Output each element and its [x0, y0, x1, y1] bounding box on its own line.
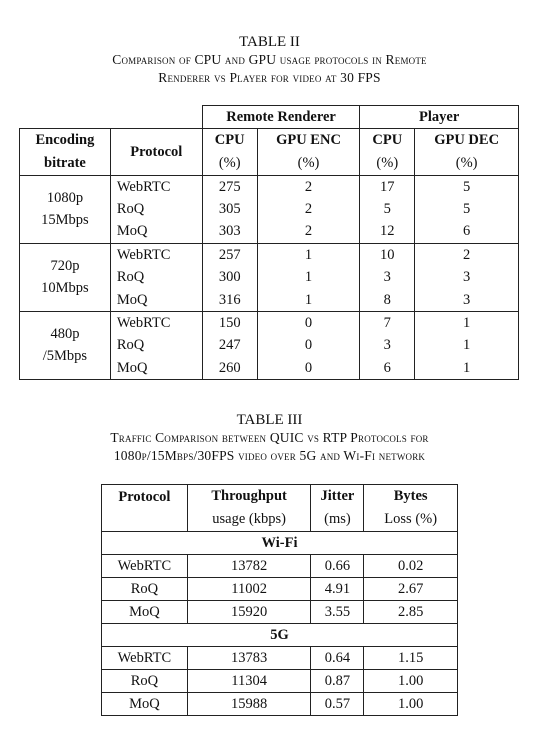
table2-rr-gpu-enc-cell: 0: [257, 311, 360, 334]
table2-protocol-cell: MoQ: [110, 220, 202, 243]
table2-header-protocol: Protocol: [110, 129, 202, 176]
table2-encoding-cell: [20, 175, 111, 243]
table3-throughput-cell: 11304: [187, 669, 311, 692]
table3-jitter-cell: 3.55: [311, 600, 364, 623]
table2-group-remote: Remote Renderer: [202, 106, 360, 129]
table2-body: [20, 175, 519, 379]
table2-rr-gpu-enc-cell: 1: [257, 243, 360, 266]
table2-protocol-cell: WebRTC: [110, 243, 202, 266]
table2-protocol-cell: MoQ: [110, 357, 202, 380]
table3-jitter-cell: 0.64: [311, 646, 364, 669]
table3-bytes-loss-cell: 1.00: [364, 669, 458, 692]
table2-rr-gpu-enc-cell: 1: [257, 288, 360, 311]
table2-rr-cpu-cell: 247: [202, 334, 257, 357]
table-row: [102, 577, 458, 600]
table2-pl-gpu-dec-cell: 6: [415, 220, 519, 243]
table3-section-header: 5G: [102, 623, 458, 646]
table3-section-row: [102, 531, 458, 554]
table3-header-jitter-unit: (ms): [311, 507, 364, 531]
table2-rr-cpu-cell: 150: [202, 311, 257, 334]
table3-throughput-cell: 15988: [187, 692, 311, 715]
table2-header-rr-gpu-enc: GPU ENC: [257, 129, 360, 152]
table2-encoding-bitrate: 10Mbps: [41, 280, 89, 297]
table3-title-line1: Traffic Comparison between QUIC vs RTP Protocols for: [110, 430, 429, 445]
table3-throughput-cell: 11002: [187, 577, 311, 600]
table2-rr-cpu-cell: 305: [202, 198, 257, 221]
table2-rr-gpu-enc-cell: 2: [257, 220, 360, 243]
table2-pl-gpu-dec-cell: 1: [415, 357, 519, 380]
table2-pl-cpu-cell: 8: [360, 288, 415, 311]
table3-jitter-cell: 0.87: [311, 669, 364, 692]
table2-header-pl-cpu: CPU: [360, 129, 415, 152]
table2-pl-gpu-dec-cell: 2: [415, 243, 519, 266]
table3-header-throughput-unit: usage (kbps): [187, 507, 311, 531]
table2-rr-gpu-enc-cell: 0: [257, 357, 360, 380]
table3-jitter-cell: 0.66: [311, 554, 364, 577]
table3-title-line2: 1080p/15Mbps/30FPS video over 5G and Wi-Fi network: [113, 448, 426, 463]
table2-empty-corner: [20, 106, 111, 129]
table3-header-jitter: Jitter: [311, 485, 364, 508]
table2-empty-corner: [110, 106, 202, 129]
table3-bytes-loss-cell: 2.85: [364, 600, 458, 623]
table2-pl-cpu-cell: 17: [360, 175, 415, 198]
table2-rr-cpu-cell: 275: [202, 175, 257, 198]
table3-bytes-loss-cell: 1.00: [364, 692, 458, 715]
table2-header-pl-gpu-dec: GPU DEC: [415, 129, 519, 152]
table2-encoding-cell: [20, 243, 111, 311]
table2-encoding-resolution: 1080p: [46, 190, 84, 207]
table-row: [20, 311, 519, 334]
table3-bytes-loss-cell: 2.67: [364, 577, 458, 600]
table2-pl-gpu-dec-cell: 1: [415, 311, 519, 334]
table3-throughput-cell: 15920: [187, 600, 311, 623]
table2-label: TABLE II: [239, 34, 300, 50]
table2-pl-cpu-cell: 12: [360, 220, 415, 243]
table-row: [102, 692, 458, 715]
table2-encoding-resolution: 480p: [50, 326, 80, 343]
table3-section-header: Wi-Fi: [102, 531, 458, 554]
table3-protocol-cell: MoQ: [102, 600, 188, 623]
table2-rr-gpu-enc-cell: 2: [257, 198, 360, 221]
table2-header-unit: (%): [257, 151, 360, 175]
table-row: [102, 600, 458, 623]
table2-protocol-cell: RoQ: [110, 334, 202, 357]
table-row: [102, 669, 458, 692]
table3-section-row: [102, 623, 458, 646]
table3-protocol-cell: RoQ: [102, 669, 188, 692]
table3-header-bytes-unit: Loss (%): [364, 507, 458, 531]
table2-encoding-bitrate: 15Mbps: [41, 212, 89, 229]
table3-protocol-cell: WebRTC: [102, 554, 188, 577]
table2-header-rr-cpu: CPU: [202, 129, 257, 152]
table2-header-unit: (%): [415, 151, 519, 175]
table2-protocol-cell: MoQ: [110, 288, 202, 311]
table3-protocol-cell: RoQ: [102, 577, 188, 600]
table2-encoding-resolution: 720p: [50, 258, 80, 275]
table2-rr-cpu-cell: 300: [202, 266, 257, 289]
table-row: [102, 554, 458, 577]
table2-rr-gpu-enc-cell: 1: [257, 266, 360, 289]
table3: [101, 484, 458, 716]
table3-body: [102, 531, 458, 715]
table3-throughput-cell: 13783: [187, 646, 311, 669]
table2-pl-gpu-dec-cell: 3: [415, 266, 519, 289]
table2-rr-cpu-cell: 260: [202, 357, 257, 380]
table2-pl-cpu-cell: 3: [360, 266, 415, 289]
table2-pl-cpu-cell: 10: [360, 243, 415, 266]
table3-bytes-loss-cell: 0.02: [364, 554, 458, 577]
table2-pl-gpu-dec-cell: 5: [415, 175, 519, 198]
table2-header-unit: (%): [360, 151, 415, 175]
table2-pl-cpu-cell: 5: [360, 198, 415, 221]
table3-protocol-cell: MoQ: [102, 692, 188, 715]
table2-pl-cpu-cell: 3: [360, 334, 415, 357]
table3-label: TABLE III: [236, 412, 303, 428]
table2-header-encoding: Encoding: [20, 129, 111, 152]
table2-encoding-bitrate: /5Mbps: [42, 348, 88, 365]
table2-title-line2: Renderer vs Player for video at 30 FPS: [158, 70, 381, 85]
table2-rr-gpu-enc-cell: 0: [257, 334, 360, 357]
table2-pl-gpu-dec-cell: 3: [415, 288, 519, 311]
table-row: [102, 646, 458, 669]
table3-header-protocol: Protocol: [102, 485, 188, 532]
table3-header-throughput: Throughput: [187, 485, 311, 508]
table2-rr-cpu-cell: 257: [202, 243, 257, 266]
table2-pl-cpu-cell: 6: [360, 357, 415, 380]
table2-pl-cpu-cell: 7: [360, 311, 415, 334]
table3-bytes-loss-cell: 1.15: [364, 646, 458, 669]
table3-jitter-cell: 0.57: [311, 692, 364, 715]
table2-pl-gpu-dec-cell: 1: [415, 334, 519, 357]
table2-rr-cpu-cell: 303: [202, 220, 257, 243]
table2-group-player: Player: [360, 106, 519, 129]
table2: [19, 105, 519, 380]
table2-pl-gpu-dec-cell: 5: [415, 198, 519, 221]
table-row: [20, 243, 519, 266]
table2-rr-cpu-cell: 316: [202, 288, 257, 311]
table2-protocol-cell: RoQ: [110, 266, 202, 289]
table2-header-unit: (%): [202, 151, 257, 175]
table2-encoding-cell: [20, 311, 111, 379]
table2-protocol-cell: WebRTC: [110, 311, 202, 334]
table2-title-line1: Comparison of CPU and GPU usage protocols in Remote: [112, 52, 427, 67]
table2-header-bitrate: bitrate: [20, 151, 111, 175]
table2-protocol-cell: WebRTC: [110, 175, 202, 198]
table3-protocol-cell: WebRTC: [102, 646, 188, 669]
table3-throughput-cell: 13782: [187, 554, 311, 577]
table3-header-bytes: Bytes: [364, 485, 458, 508]
table-row: [20, 175, 519, 198]
table2-rr-gpu-enc-cell: 2: [257, 175, 360, 198]
table2-protocol-cell: RoQ: [110, 198, 202, 221]
table3-jitter-cell: 4.91: [311, 577, 364, 600]
